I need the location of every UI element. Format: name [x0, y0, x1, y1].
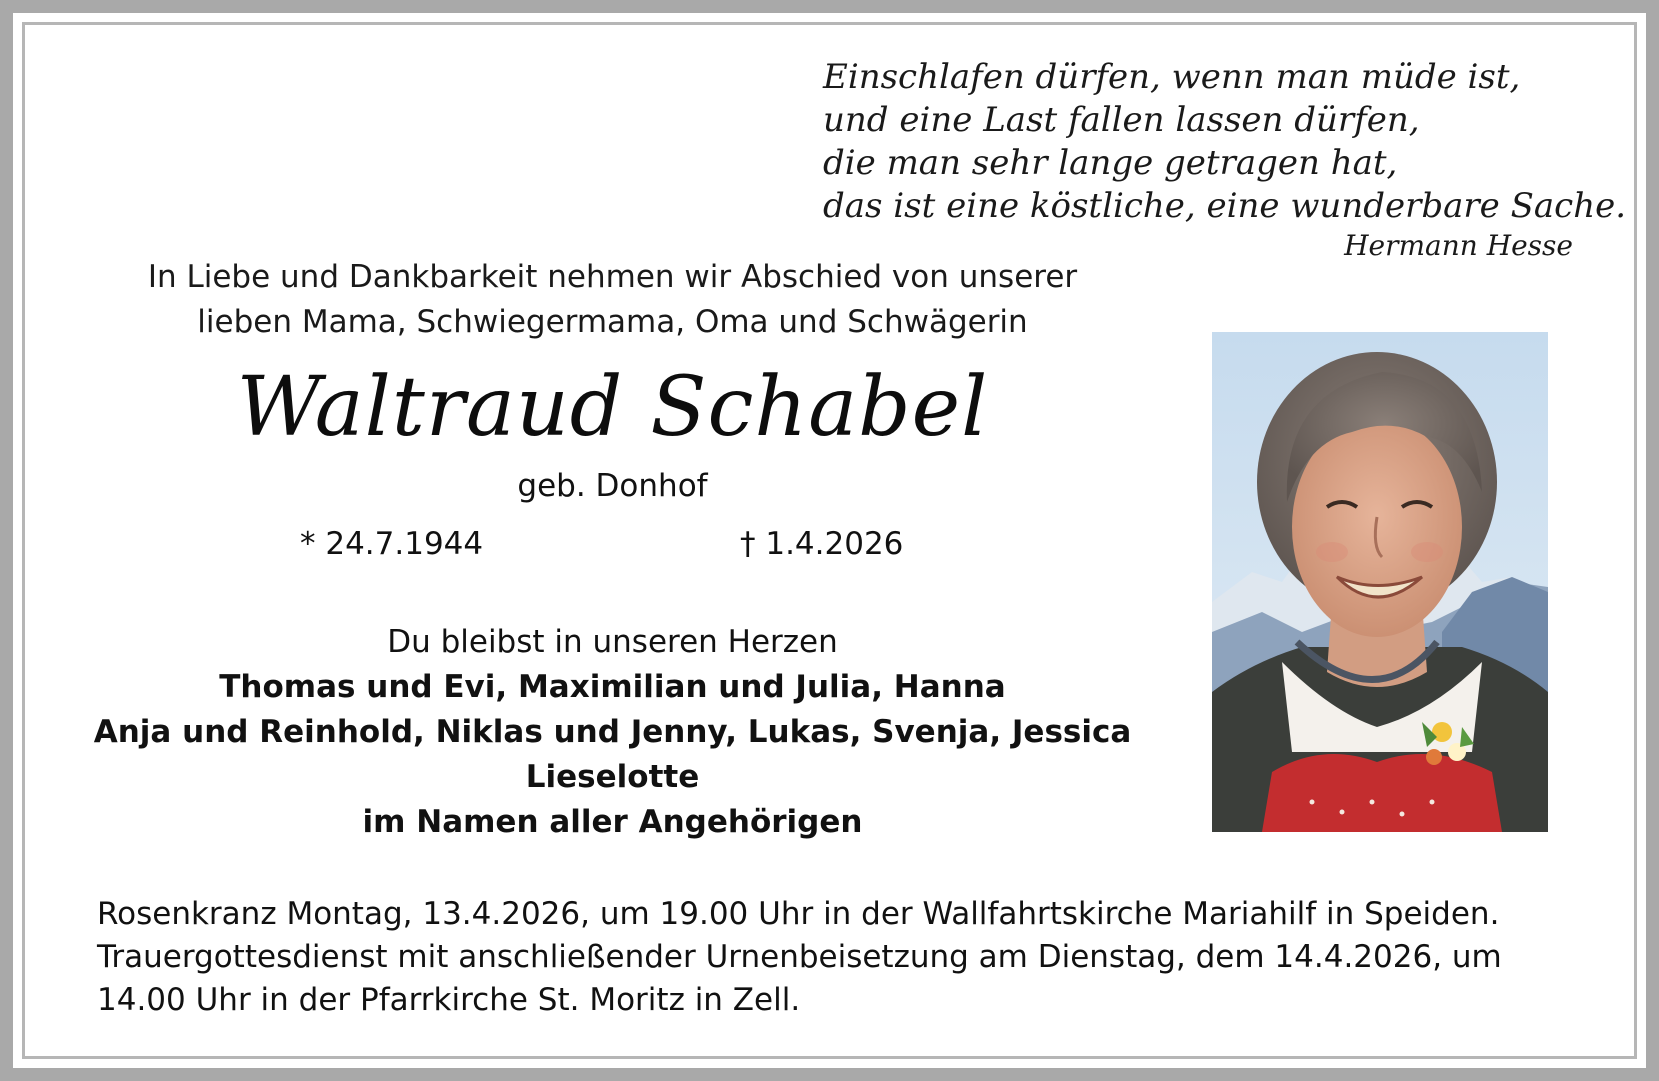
mourners-block: [80, 620, 1145, 845]
mourner-line: Lieselotte: [525, 759, 700, 795]
death-date: † 1.4.2026: [740, 526, 904, 562]
hesse-quote: [823, 56, 1627, 228]
intro-text: [80, 255, 1145, 345]
deceased-name: Waltraud Schabel: [236, 360, 989, 455]
service-line: Trauergottesdienst mit anschließender Urnenbeisetzung am Dienstag, dem 14.4.2026, um: [97, 939, 1502, 975]
quote-line: die man sehr lange getragen hat,: [823, 143, 1398, 183]
quote-line: Einschlafen dürfen, wenn man müde ist,: [823, 57, 1521, 97]
portrait-illustration: [1212, 332, 1548, 832]
mourner-line: Thomas und Evi, Maximilian und Julia, Hanna: [219, 669, 1006, 705]
service-line: Rosenkranz Montag, 13.4.2026, um 19.00 Uhr in der Wallfahrtskirche Mariahilf in Speiden.: [97, 896, 1500, 932]
quote-line: das ist eine köstliche, eine wunderbare Sache.: [823, 186, 1627, 226]
farewell-line: Du bleibst in unseren Herzen: [387, 624, 838, 660]
quote-line: und eine Last fallen lassen dürfen,: [823, 100, 1420, 140]
service-info: [97, 893, 1617, 1022]
intro-line: In Liebe und Dankbarkeit nehmen wir Abschied von unserer: [147, 259, 1078, 295]
quote-author: Hermann Hesse: [1344, 229, 1573, 262]
service-line: 14.00 Uhr in der Pfarrkirche St. Moritz in Zell.: [97, 982, 801, 1018]
maiden-name: geb. Donhof: [517, 468, 708, 504]
portrait-photo: [1212, 332, 1548, 832]
mourner-line: Anja und Reinhold, Niklas und Jenny, Lukas, Svenja, Jessica: [93, 714, 1132, 750]
intro-line: lieben Mama, Schwiegermama, Oma und Schwägerin: [197, 304, 1028, 340]
birth-date: * 24.7.1944: [300, 526, 484, 562]
mourner-line: im Namen aller Angehörigen: [362, 804, 863, 840]
